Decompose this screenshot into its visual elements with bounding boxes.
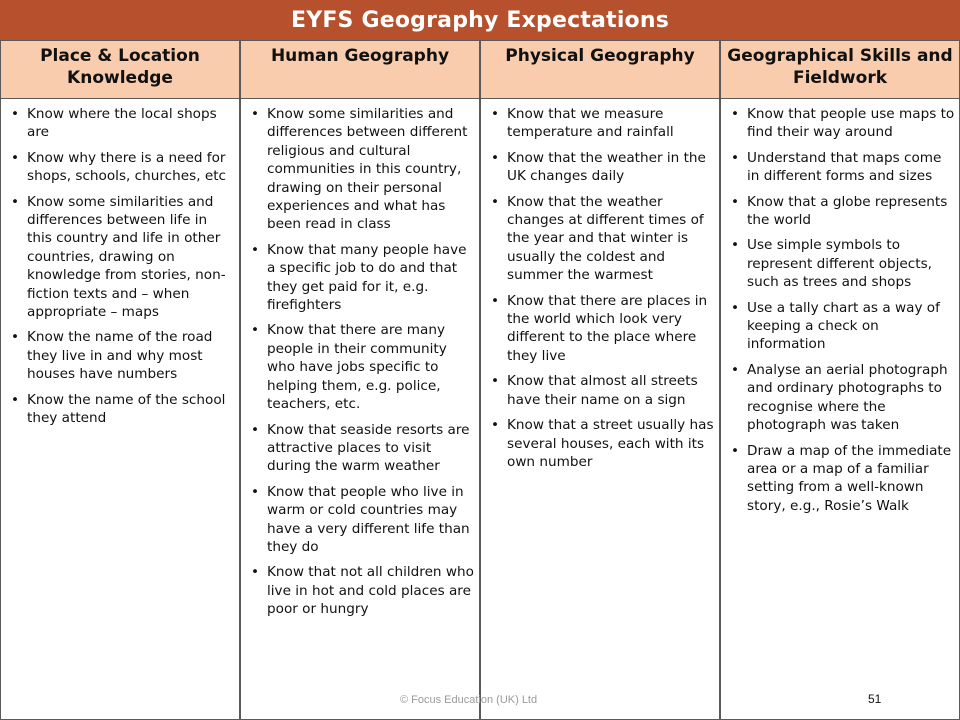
column-header-skills-fieldwork bbox=[720, 40, 960, 99]
list-item-text: Know that the weather in the UK changes daily bbox=[507, 149, 706, 185]
list-item-text: Know that seaside resorts are attractive places to visit during the warm weather bbox=[267, 421, 470, 475]
bullet-icon: • bbox=[251, 564, 260, 581]
list-item-text: Use a tally chart as a way of keeping a check on information bbox=[747, 299, 940, 353]
column-heading: Place & Location Knowledge bbox=[40, 46, 200, 88]
bullet-icon: • bbox=[491, 193, 500, 210]
bullet-icon: • bbox=[731, 237, 740, 254]
list-item-text: Know that there are places in the world which look very different to the place where they live bbox=[507, 292, 708, 364]
column-header-place-location bbox=[0, 40, 240, 99]
bullet-icon: • bbox=[731, 442, 740, 459]
column-header-human-geography bbox=[240, 40, 480, 99]
list-item-text: Know where the local shops are bbox=[27, 106, 217, 141]
bullet-icon: • bbox=[731, 106, 740, 122]
list-item bbox=[487, 193, 715, 285]
bullet-list bbox=[487, 105, 715, 471]
list-item bbox=[727, 149, 955, 186]
page-title: EYFS Geography Expectations bbox=[290, 7, 670, 33]
list-item bbox=[7, 391, 235, 428]
bullet-icon: • bbox=[251, 322, 260, 339]
list-item-text: Analyse an aerial photograph and ordinary photographs to recognise where the photograph was taken bbox=[747, 361, 948, 434]
list-item-text: Know that a street usually has several houses, each with its own number bbox=[507, 417, 714, 470]
bullet-icon: • bbox=[731, 149, 740, 166]
column-heading: Human Geography bbox=[270, 46, 450, 66]
column-header-physical-geography bbox=[480, 40, 720, 99]
expectations-table bbox=[0, 40, 960, 720]
list-item-text: Know that there are many people in their community who have jobs specific to helping them, e.g. police, teachers, etc. bbox=[267, 322, 447, 413]
list-item-text: Draw a map of the immediate area or a map of a familiar setting from a well-known story, e.g., Rosie’s Walk bbox=[747, 442, 952, 514]
bullet-icon: • bbox=[11, 149, 20, 166]
list-item bbox=[247, 241, 475, 315]
list-item-text: Understand that maps come in different forms and sizes bbox=[747, 149, 942, 185]
bullet-icon: • bbox=[491, 149, 500, 166]
list-item-text: Know that the weather changes at different times of the year and that winter is usually the coldest and summer the warmest bbox=[507, 193, 704, 284]
list-item-text: Know that people use maps to find their way around bbox=[747, 106, 955, 141]
list-item-text: Know that many people have a specific job to do and that they get paid for it, e.g. firefighters bbox=[267, 241, 467, 314]
list-item bbox=[487, 416, 715, 471]
column-heading: Physical Geography bbox=[505, 46, 695, 66]
list-item bbox=[7, 105, 235, 142]
bullet-icon: • bbox=[251, 106, 260, 122]
list-item-text: Know that a globe represents the world bbox=[747, 193, 948, 229]
bullet-icon: • bbox=[491, 106, 500, 122]
column-body-skills-fieldwork bbox=[720, 99, 960, 720]
list-item-text: Know why there is a need for shops, schools, churches, etc bbox=[27, 149, 227, 185]
list-item-text: Use simple symbols to represent different objects, such as trees and shops bbox=[747, 237, 932, 291]
bullet-icon: • bbox=[491, 417, 500, 434]
bullet-icon: • bbox=[251, 241, 260, 258]
list-item bbox=[727, 105, 955, 142]
list-item-text: Know some similarities and differences between life in this country and life in other countries, drawing on knowledge from stories, non-fiction texts and – when appropriate – maps bbox=[27, 193, 226, 321]
list-item bbox=[247, 421, 475, 476]
list-item-text: Know that people who live in warm or cold countries may have a very different life than they do bbox=[267, 483, 470, 555]
list-item bbox=[7, 328, 235, 383]
list-item-text: Know that we measure temperature and rainfall bbox=[507, 106, 674, 141]
list-item bbox=[727, 299, 955, 354]
bullet-icon: • bbox=[11, 391, 20, 408]
bullet-list bbox=[7, 105, 235, 428]
bullet-list bbox=[247, 105, 475, 619]
list-item-text: Know that almost all streets have their name on a sign bbox=[507, 373, 698, 408]
column-body-physical-geography bbox=[480, 99, 720, 720]
bullet-icon: • bbox=[491, 292, 500, 309]
list-item bbox=[727, 193, 955, 230]
bullet-icon: • bbox=[11, 193, 20, 210]
bullet-icon: • bbox=[491, 373, 500, 390]
copyright-footer: © Focus Education (UK) Ltd bbox=[400, 694, 538, 706]
list-item bbox=[727, 442, 955, 516]
page-number: 51 bbox=[868, 692, 882, 706]
list-item bbox=[247, 483, 475, 557]
bullet-icon: • bbox=[11, 329, 20, 346]
bullet-icon: • bbox=[251, 483, 260, 500]
list-item bbox=[7, 149, 235, 186]
list-item-text: Know the name of the school they attend bbox=[27, 391, 226, 427]
page-title-bar bbox=[0, 0, 960, 40]
bullet-icon: • bbox=[251, 421, 260, 438]
column-body-place-location bbox=[0, 99, 240, 720]
list-item bbox=[727, 361, 955, 435]
bullet-icon: • bbox=[731, 361, 740, 378]
list-item bbox=[7, 193, 235, 322]
column-heading: Geographical Skills and Fieldwork bbox=[727, 46, 953, 88]
list-item bbox=[487, 105, 715, 142]
list-item bbox=[247, 563, 475, 618]
list-item-text: Know the name of the road they live in and why most houses have numbers bbox=[27, 329, 213, 383]
column-body-human-geography bbox=[240, 99, 480, 720]
list-item bbox=[247, 321, 475, 413]
list-item bbox=[247, 105, 475, 234]
bullet-icon: • bbox=[731, 193, 740, 210]
list-item bbox=[727, 236, 955, 291]
list-item bbox=[487, 149, 715, 186]
bullet-list bbox=[727, 105, 955, 515]
bullet-icon: • bbox=[731, 299, 740, 316]
bullet-icon: • bbox=[11, 106, 20, 122]
list-item bbox=[487, 372, 715, 409]
list-item-text: Know some similarities and differences between different religious and cultural communities in this country, drawing on their personal experiences and what has been read in class bbox=[267, 106, 468, 233]
list-item bbox=[487, 292, 715, 366]
list-item-text: Know that not all children who live in hot and cold places are poor or hungry bbox=[267, 564, 474, 618]
